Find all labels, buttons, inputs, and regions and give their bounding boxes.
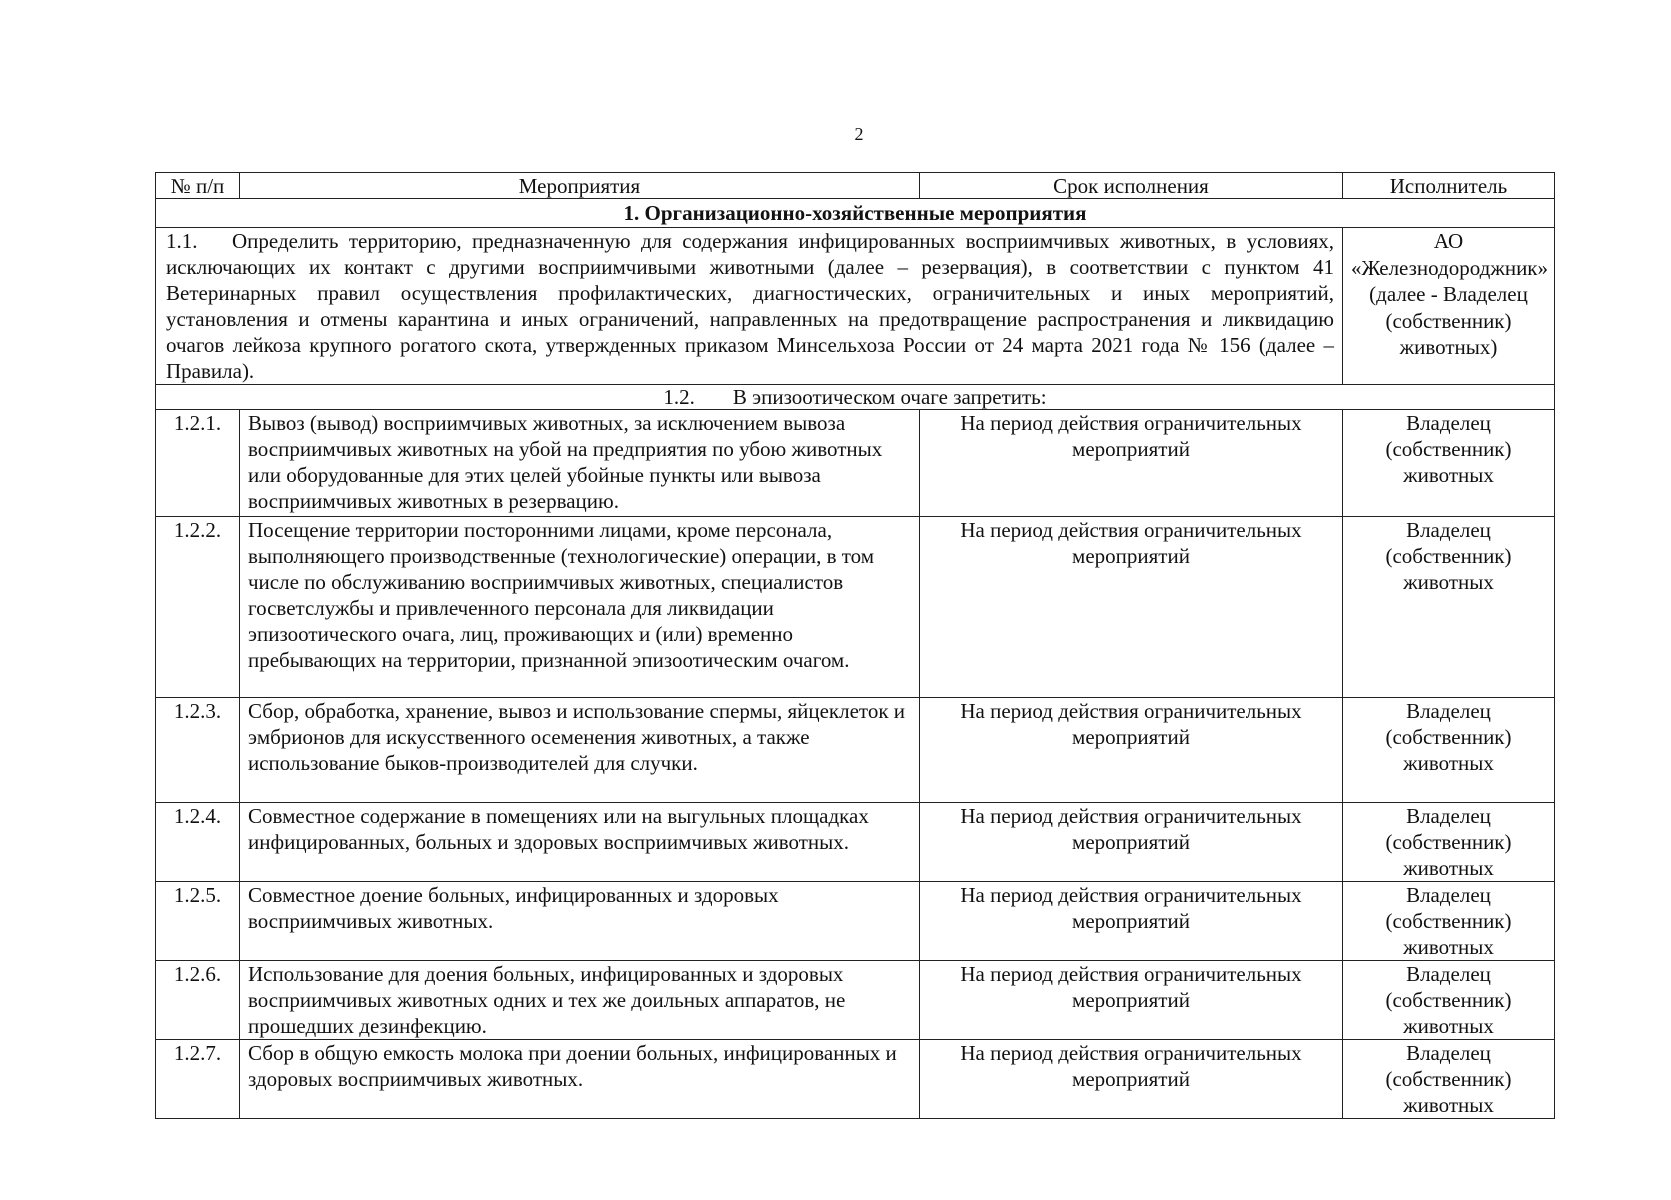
- row-executor: Владелец (собственник) животных: [1343, 410, 1555, 517]
- subheading-num: 1.2.: [663, 385, 695, 409]
- row-term: На период действия ограничительных мероприятий: [920, 961, 1343, 1040]
- row-executor: Владелец (собственник) животных: [1343, 698, 1555, 803]
- row-activity: Совместное содержание в помещениях или на выгульных площадках инфицированных, больных и здоровых восприимчивых животных.: [240, 803, 920, 882]
- row-term: На период действия ограничительных мероприятий: [920, 1040, 1343, 1119]
- row-activity: Вывоз (вывод) восприимчивых животных, за исключением вывоза восприимчивых животных на убой на предприятия по убою животных или оборудованные для этих целей убойные пункты или вывоза восприимчивых животных в резервацию.: [240, 410, 920, 517]
- row-num: 1.2.1.: [156, 410, 240, 517]
- measures-table: [155, 172, 1555, 1119]
- row-executor: Владелец (собственник) животных: [1343, 882, 1555, 961]
- table-header-row: [156, 173, 1555, 199]
- row-num: 1.2.2.: [156, 517, 240, 698]
- table-row: [156, 228, 1555, 385]
- row-activity: Сбор в общую емкость молока при доении больных, инфицированных и здоровых восприимчивых животных.: [240, 1040, 920, 1119]
- row-activity: Сбор, обработка, хранение, вывоз и использование спермы, яйцеклеток и эмбрионов для искусственного осеменения животных, а также использование быков-производителей для случки.: [240, 698, 920, 803]
- subheading-cell: [156, 385, 1555, 410]
- row-term: На период действия ограничительных мероприятий: [920, 410, 1343, 517]
- row-term: На период действия ограничительных мероприятий: [920, 517, 1343, 698]
- table-row: [156, 882, 1555, 961]
- row-activity: Использование для доения больных, инфицированных и здоровых восприимчивых животных одних и тех же доильных аппаратов, не прошедших дезинфекцию.: [240, 961, 920, 1040]
- subheading-text: В эпизоотическом очаге запретить:: [732, 385, 1047, 409]
- header-activity: Мероприятия: [240, 173, 920, 199]
- row-num: 1.2.4.: [156, 803, 240, 882]
- row-activity: Посещение территории посторонними лицами, кроме персонала, выполняющего производственные (технологические) операции, в том числе по обслуживанию восприимчивых животных, специалистов госветслужбы и привлеченного персонала для ликвидации эпизоотического очага, лиц, проживающих и (или) временно пребывающих на территории, признанной эпизоотическим очагом.: [240, 517, 920, 698]
- row-1-1-executor: АО «Железнодороджник» (далее - Владелец (собственник) животных): [1343, 228, 1555, 385]
- header-term: Срок исполнения: [920, 173, 1343, 199]
- row-num: 1.2.6.: [156, 961, 240, 1040]
- row-num: 1.2.3.: [156, 698, 240, 803]
- section-row: [156, 199, 1555, 228]
- row-1-1-num: 1.1.: [166, 229, 198, 253]
- header-executor: Исполнитель: [1343, 173, 1555, 199]
- table-row: [156, 1040, 1555, 1119]
- row-1-1-cell: [156, 228, 1343, 385]
- table-row: [156, 803, 1555, 882]
- row-term: На период действия ограничительных мероприятий: [920, 882, 1343, 961]
- row-num: 1.2.5.: [156, 882, 240, 961]
- header-num: № п/п: [156, 173, 240, 199]
- row-num: 1.2.7.: [156, 1040, 240, 1119]
- table-row: [156, 961, 1555, 1040]
- row-executor: Владелец (собственник) животных: [1343, 1040, 1555, 1119]
- table-row: [156, 517, 1555, 698]
- subheading-row: [156, 385, 1555, 410]
- row-1-1-activity: Определить территорию, предназначенную для содержания инфицированных восприимчивых животных, в условиях, исключающих их контакт с другими восприимчивыми животными (далее – резервация), в соответствии с пунктом 41 Ветеринарных правил осуществления профилактических, диагностических, ограничительных и иных мероприятий, установления и отмены карантина и иных ограничений, направленных на предотвращение распространения и ликвидацию очагов лейкоза крупного рогатого скота, утвержденных приказом Минсельхоза России от 24 марта 2021 года № 156 (далее – Правила).: [166, 229, 1334, 383]
- section-title: 1. Организационно-хозяйственные мероприятия: [156, 199, 1555, 228]
- table-row: [156, 698, 1555, 803]
- row-executor: Владелец (собственник) животных: [1343, 961, 1555, 1040]
- row-activity: Совместное доение больных, инфицированных и здоровых восприимчивых животных.: [240, 882, 920, 961]
- page-number: 2: [854, 124, 864, 144]
- row-executor: Владелец (собственник) животных: [1343, 517, 1555, 698]
- row-executor: Владелец (собственник) животных: [1343, 803, 1555, 882]
- row-term: На период действия ограничительных мероприятий: [920, 803, 1343, 882]
- table-row: [156, 410, 1555, 517]
- row-term: На период действия ограничительных мероприятий: [920, 698, 1343, 803]
